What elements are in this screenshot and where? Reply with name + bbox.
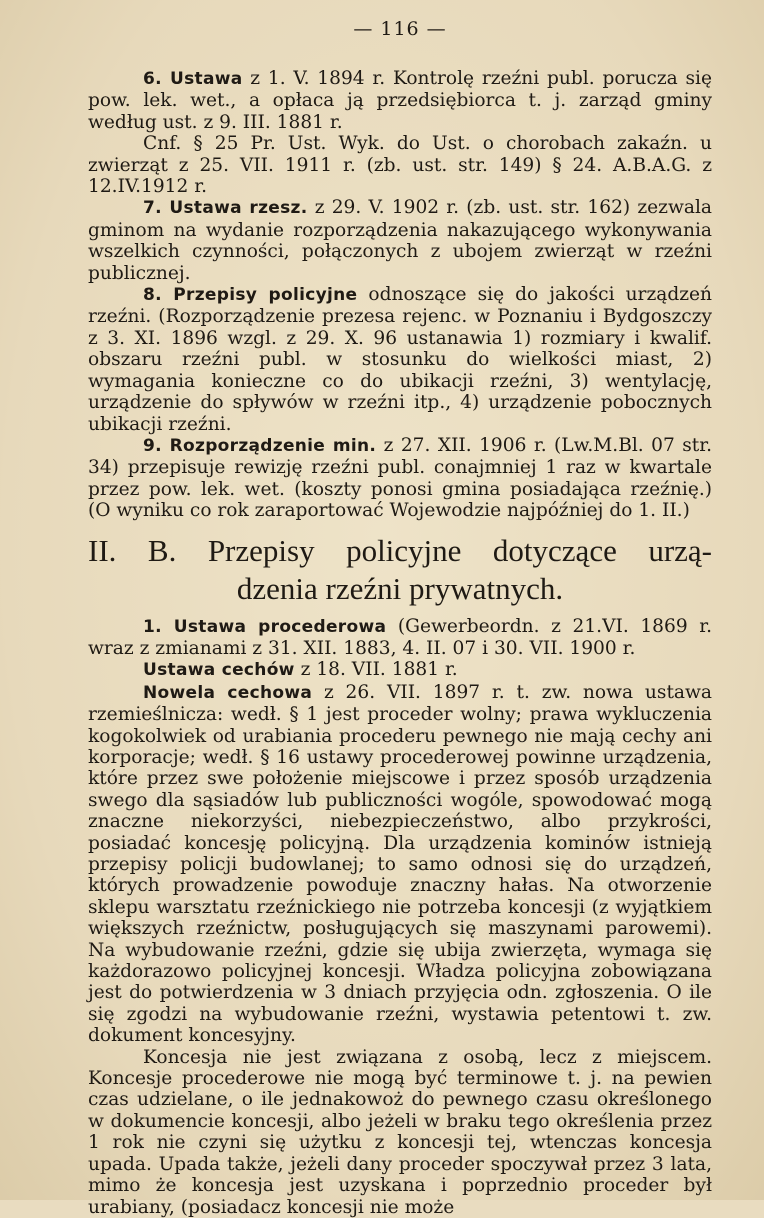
subitem-2-heading: Ustawa cechów bbox=[143, 660, 295, 681]
item-7-heading: 7. Ustawa rzesz. bbox=[143, 198, 308, 219]
subitem-1-text: (Gewerbeordn. z 21.VI. 1869 r. wraz z zmianami z 31. XII. 1883, 4. II. 07 i 30. VII. 1900 r. bbox=[88, 615, 712, 659]
item-8-heading: 8. Przepisy policyjne bbox=[143, 285, 358, 306]
subitem-3-heading: Nowela cechowa bbox=[143, 682, 313, 703]
page-number: — 116 — bbox=[353, 18, 447, 40]
subitem-3 bbox=[88, 682, 712, 1047]
item-9-text: z 27. XII. 1906 r. (Lw.M.Bl. 07 str. 34) przepisuje rewizję rzeźni publ. conajmniej 1 raz w kwartale przez pow. lek. wet. (koszty ponosi gmina posiadająca rzeźnię.) (O wyniku co rok zaraportować Wojewodzie najpóźniej do 1. II.) bbox=[88, 434, 712, 522]
item-6-cross-reference: Cnf. § 25 Pr. Ust. Wyk. do Ust. o chorobach zakaźn. u zwierząt z 25. VII. 1911 r. (zb. ust. str. 149) § 24. A.B.A.G. z 12.IV.1912 r. bbox=[88, 133, 712, 198]
item-9 bbox=[88, 435, 712, 522]
item-9-heading: 9. Rozporządzenie min. bbox=[143, 435, 377, 456]
item-8 bbox=[88, 284, 712, 435]
subitem-2-text: z 18. VII. 1881 r. bbox=[300, 659, 458, 681]
concession-paragraph: Koncesja nie jest związana z osobą, lecz z miejscem. Koncesje procederowe nie mogą być terminowe t. j. na pewien czas udzielane, o ile jednakowoż do pewnego czasu określonego w dokumencie koncesji, albo jeżeli w braku tego określenia przez 1 rok nie czyni się użytku z koncesji tej, wtenczas koncesja upada. Upada także, jeżeli dany proceder spoczywał przez 3 lata, mimo że koncesja jest uzyskana i poprzednio proceder był urabiany, (posiadacz koncesji nie może bbox=[88, 1046, 712, 1218]
section-title-line-2: dzenia rzeźni prywatnych. bbox=[236, 570, 564, 606]
item-6 bbox=[88, 68, 712, 133]
subitem-2 bbox=[88, 659, 712, 681]
item-8-text: odnoszące się do jakości urządzeń rzeźni. (Rozporządzenie prezesa rejenc. w Poznaniu i Bydgoszczy z 3. XI. 1896 wzgl. z 29. X. 96 ustanawia 1) rozmiary i kwalif. obszaru rzeźni publ. w stosunku do wielkości miast, 2) wymagania konieczne co do ubikacji rzeźni, 3) wentylację, urządzenie do spływów w rzeźni itp., 4) urządzenie pobocznych ubikacji rzeźni. bbox=[88, 284, 712, 435]
subitem-1 bbox=[88, 616, 712, 660]
item-6-text: z 1. V. 1894 r. Kontrolę rzeźni publ. porucza się pow. lek. wet., a opłaca ją przedsiębiorca t. j. zarząd gminy według ust. z 9. III. 1881 r. bbox=[88, 68, 712, 133]
subitem-1-heading: 1. Ustawa procederowa bbox=[143, 616, 387, 637]
section-title bbox=[88, 532, 712, 608]
subitem-3-text: z 26. VII. 1897 r. t. zw. nowa ustawa rzemieślnicza: wedł. § 1 jest proceder wolny; prawa wykluczenia kogokolwiek od urabiania procederu pewnego nie mają cechy ani korporacje; wedł. § 16 ustawy procederowej powinne urządzenia, które przez swe położenie miejscowe i przez sposób urządzenia swego dla sąsiadów lub publiczności wogóle, spowodować mogą znaczne niekorzyści, niebezpieczeństwo, albo przykrości, posiadać koncesję policyjną. Dla urządzenia kominów istnieją przepisy policji budowlanej; to samo odnosi się do urządzeń, których prowadzenie powoduje znaczny hałas. Na otworzenie sklepu warsztatu rzeźnickiego nie potrzeba koncesji (z wyjątkiem większych rzeźnictw, posługujących się maszynami parowemi). Na wybudowanie rzeźni, gdzie się ubija zwierzęta, wymaga się każdorazowo policyjnej koncesji. Władza policyjna zobowiązana jest do potwierdzenia w 3 dniach przyjęcia odn. zgłoszenia. O ile się zgodzi na wybudowanie rzeźni, wystawia petentowi t. zw. dokument koncesyjny. bbox=[88, 681, 712, 1047]
section-title-line-1: II. B. Przepisy policyjne dotyczące urzą- bbox=[88, 532, 712, 568]
item-7 bbox=[88, 197, 712, 284]
item-6-heading: 6. Ustawa bbox=[143, 69, 243, 89]
item-7-text: z 29. V. 1902 r. (zb. ust. str. 162) zezwala gminom na wydanie rozporządzenia nakazującego wykonywania wszelkich czynności, połączonych z ubojem zwierząt w rzeźni publicznej. bbox=[88, 197, 712, 284]
